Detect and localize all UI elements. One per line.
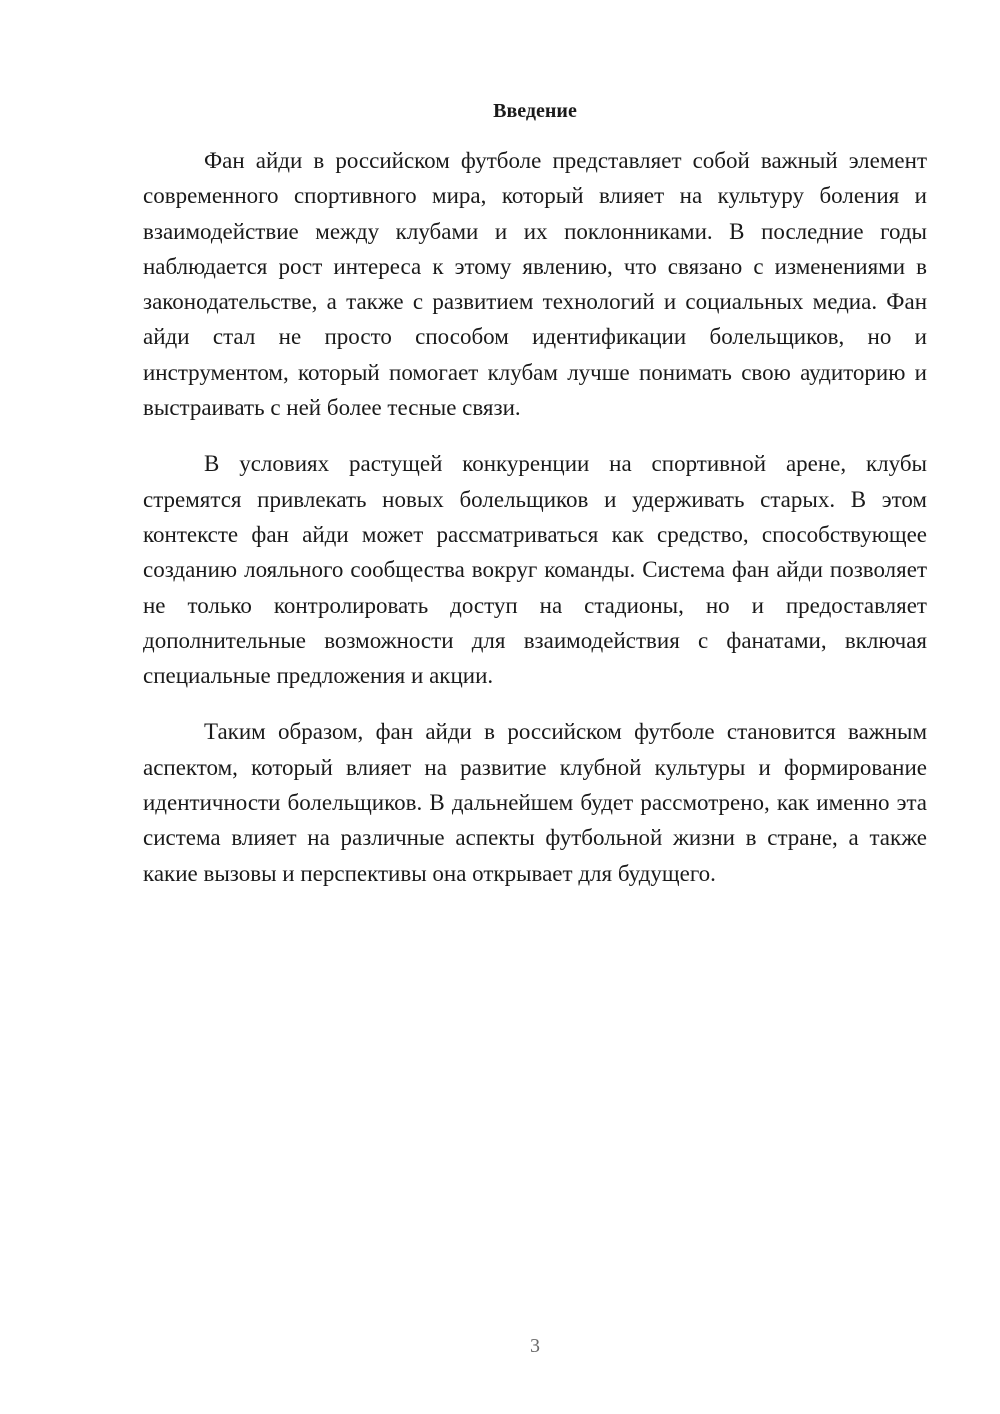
body-text <box>143 143 927 912</box>
paragraph-2: В условиях растущей конкуренции на спортивной арене, клубы стремятся привлекать новых болельщиков и удерживать старых. В этом контексте фан айди может рассматриваться как средство, способствующее созданию лояльного сообщества вокруг команды. Система фан айди позволяет не только контролировать доступ на стадионы, но и предоставляет дополнительные возможности для взаимодействия с фанатами, включая специальные предложения и акции. <box>143 451 927 689</box>
page-number: 3 <box>530 1335 540 1357</box>
paragraph-1: Фан айди в российском футболе представляет собой важный элемент современного спортивного мира, который влияет на культуру боления и взаимодействие между клубами и их поклонниками. В последние годы наблюдается рост интереса к этому явлению, что связано с изменениями в законодательстве, а также с развитием технологий и социальных медиа. Фан айди стал не просто способом идентификации болельщиков, но и инструментом, который помогает клубам лучше понимать свою аудиторию и выстраивать с ней более тесные связи. <box>143 148 927 421</box>
page-title: Введение <box>493 100 577 122</box>
paragraph-3: Таким образом, фан айди в российском футболе становится важным аспектом, который влияет на развитие клубной культуры и формирование идентичности болельщиков. В дальнейшем будет рассмотрено, как именно эта система влияет на различные аспекты футбольной жизни в стране, а также какие вызовы и перспективы она открывает для будущего. <box>143 719 927 886</box>
